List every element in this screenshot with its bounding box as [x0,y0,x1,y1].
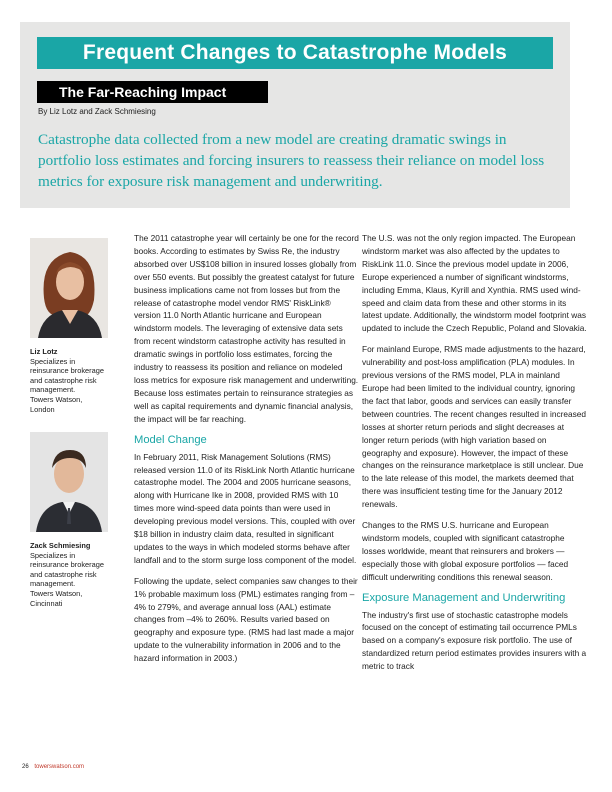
paragraph: In February 2011, Risk Management Solutions (RMS) released version 11.0 of its RiskLink North Atlantic hurricane catastrophe model. The 2004 and 2005 hurricane seasons, along with Hurricane Ike in 2008, provided RMS with 10 times more wind-speed data points than were used in developing previous model versions. This, coupled with over $18 billion in industry claim data, resulted in significant updates to the ways in which modeled storms behave after landfall and to the storm surge loss component of the model. [134,451,357,565]
section-heading-exposure-management: Exposure Management and Underwriting [362,591,566,604]
author-photo-zack-schmiesing [30,432,108,532]
article-deck: Catastrophe data collected from a new model are creating dramatic swings in portfolio loss estimates and forcing insurers to reassess their reliance on model loss metrics for exposure risk management and underwriting. [38,131,545,190]
article-title: Frequent Changes to Catastrophe Models [37,37,553,69]
page-number: 26 [22,764,29,770]
paragraph: Changes to the RMS U.S. hurricane and European windstorm models, coupled with significant catastrophe losses worldwide, meant that reinsurers and brokers — especially those with global exposure portfolios — faced difficult underwriting conditions this renewal season. [362,520,569,582]
paragraph: Following the update, select companies saw changes to their 1% probable maximum loss (PML) estimates ranging from –4% to 279%, and average annual loss (AAL) estimate changes from –4% to 260%. Results varied based on geography and exposure type. (RMS had last made a major update to the vulnerability information in 2006 and to the hazard information in 2003.) [134,575,358,664]
bio-line: reinsurance brokerage [30,366,104,376]
page-footer [22,764,84,770]
article-subtitle: The Far-Reaching Impact [37,81,268,103]
byline: By Liz Lotz and Zack Schmiesing [38,107,156,116]
author-bio-zack-schmiesing [30,541,120,608]
author-name: Zack Schmiesing [30,541,91,550]
bio-line: Towers Watson, [30,394,83,404]
footer-site-link[interactable]: towerswatson.com [34,764,85,770]
section-heading-model-change: Model Change [134,433,207,446]
author-name: Liz Lotz [30,347,58,356]
paragraph: The industry's first use of stochastic catastrophe models focused on the concept of estimating tail occurrence PMLs based on a company's exposure risk portfolio. The use of standardized return period estimates provides insurers with a metric to track [362,609,587,672]
author-photo-liz-lotz [30,238,108,338]
bio-line: Cincinnati [30,598,63,608]
paragraph: The 2011 catastrophe year will certainly be one for the record books. According to estimates by Swiss Re, the industry absorbed over US$108 billion in insured losses globally from over 550 events. But possibly the greatest catalyst for future business implications came not from losses but from the release of catastrophe model vendor RMS' RiskLink® version 11.0 North Atlantic hurricane and European windstorm models. The leveraging of extensive data sets from recent windstorm catastrophe activity has resulted in dramatic swings in portfolio loss estimates, forcing the industry to reassess its position and reliance on modeled loss metrics for exposure risk management and underwriting. Because loss estimates pertain to reinsurance strategies as well as capital requirements and dynamic financial analysis, the impact will be far reaching. [134,233,359,424]
bio-line: Specializes in [30,550,76,560]
bio-line: management. [30,579,76,589]
body-column-1 [134,232,359,673]
author-bio-liz-lotz [30,347,120,414]
paragraph: For mainland Europe, RMS made adjustments to the hazard, vulnerability and post-loss amplification (PLA) modules. In previous versions of the RMS model, PLA in mainland Europe had been limited to the individual country, ignoring the fact that labor, goods and services can easily transfer between countries. The recent changes resulted in increased losses at shorter return periods and slight decreases at longer return periods (with high variation based on geography and exposure). However, the impact of these changes on the reinsurance marketplace is still unclear. Due to the late release of this model, the markets deemed that there was insufficient testing time for the January 2012 renewals. [362,344,586,510]
bio-line: management. [30,385,76,395]
body-column-2 [362,232,587,681]
paragraph: The U.S. was not the only region impacted. The European windstorm market was also affected by the updates to RiskLink 11.0. Since the previous model update in 2006, Europe experienced a number of significant windstorms, including Emma, Klaus, Kyrill and Xynthia. RMS used wind-speed and claim data from these and other storms in its latest update. Additionally, the windstorm model footprint was updated to include the Czech Republic, Poland and Slovakia. [362,233,587,334]
bio-line: reinsurance brokerage [30,560,104,570]
bio-line: Specializes in [30,356,76,366]
bio-line: Towers Watson, [30,588,83,598]
bio-line: and catastrophe risk [30,569,97,579]
bio-line: and catastrophe risk [30,375,97,385]
bio-line: London [30,404,55,414]
